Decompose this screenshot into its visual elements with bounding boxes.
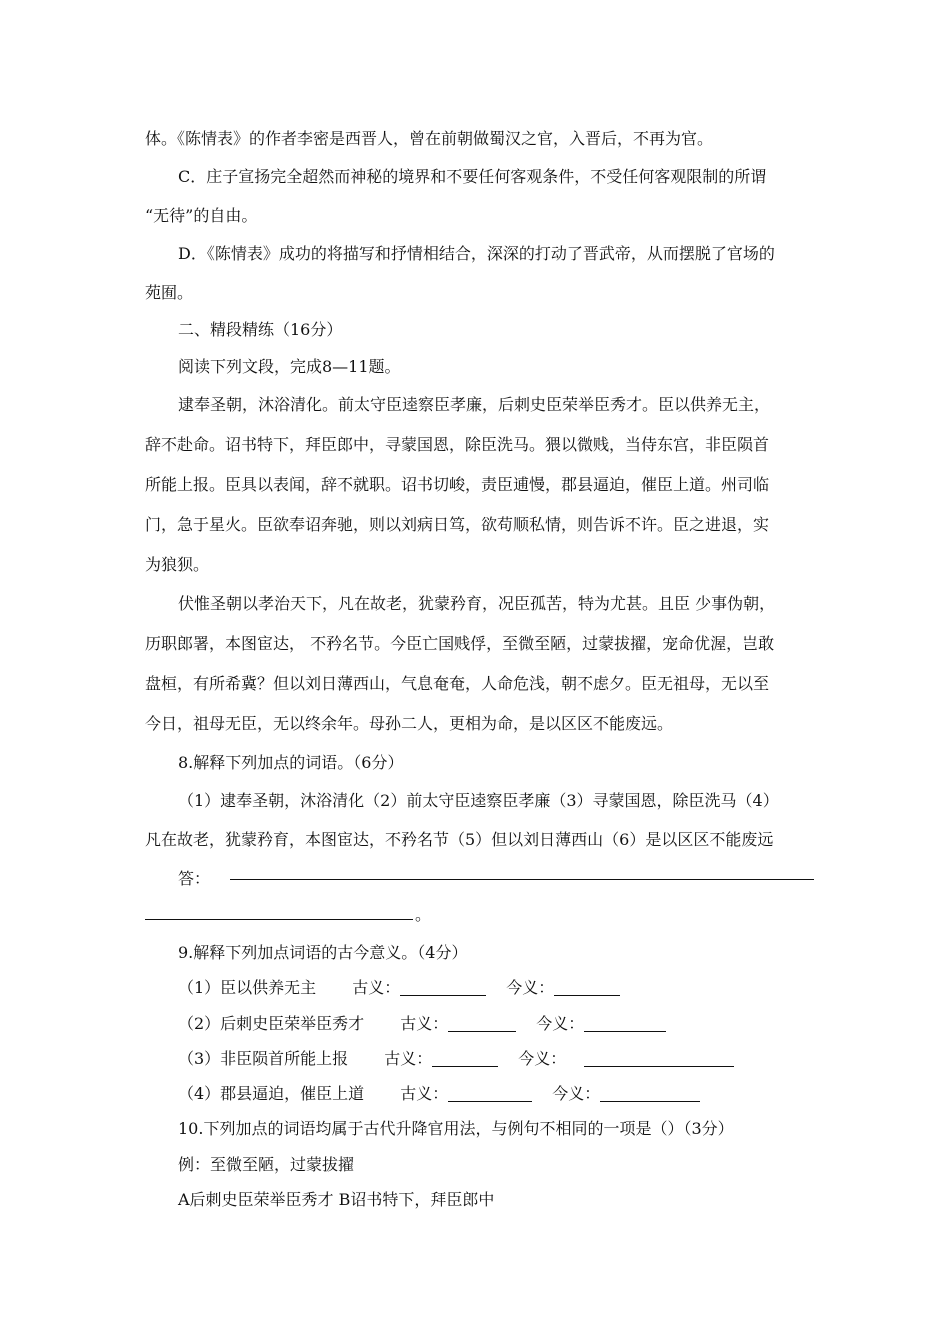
- answer-line[interactable]: [145, 919, 413, 920]
- option-d: D．《陈情表》成功的将描写和抒情相结合，深深的打动了晋武帝，从而摆脱了官场的: [178, 244, 775, 263]
- passage-line: 今日，祖母无臣，无以终余年。母孙二人，更相为命，是以区区不能废远。: [145, 714, 674, 733]
- question-8-items: 凡在故老，犹蒙矜育，本图宦达，不矜名节（5）但以刘日薄西山（6）是以区区不能废远: [145, 830, 774, 849]
- passage-line: 门，急于星火。臣欲奉诏奔驰，则以刘病日笃，欲苟顺私情，则告诉不许。臣之进退，实: [145, 515, 770, 534]
- passage-line: 辞不赴命。诏书特下，拜臣郎中，寻蒙国恩，除臣洗马。猥以微贱，当侍东宫，非臣陨首: [145, 435, 770, 454]
- jin-blank[interactable]: [600, 1085, 700, 1102]
- item-text: （1）臣以供养无主: [178, 978, 317, 997]
- question-10-example: 例：至微至陋，过蒙拔擢: [178, 1155, 355, 1174]
- passage-line: 逮奉圣朝，沐浴清化。前太守臣逵察臣孝廉，后刺史臣荣举臣秀才。臣以供养无主，: [178, 395, 771, 414]
- question-9-item: [178, 1014, 666, 1034]
- answer-line[interactable]: [230, 879, 814, 880]
- item-text: （3）非臣陨首所能上报: [178, 1049, 349, 1068]
- answer-period: 。: [415, 905, 432, 924]
- option-c: C．庄子宣扬完全超然而神秘的境界和不要任何客观条件，不受任何客观限制的所谓: [178, 167, 767, 186]
- question-10-title: 10.下列加点的词语均属于古代升降官用法，与例句不相同的一项是（）（3分）: [178, 1119, 734, 1138]
- passage-line: 盘桓，有所希冀？但以刘日薄西山，气息奄奄，人命危浅，朝不虑夕。臣无祖母，无以至: [145, 674, 770, 693]
- passage-line: 伏惟圣朝以孝治天下，凡在故老，犹蒙矜育，况臣孤苦，特为尤甚。且臣 少事伪朝，: [178, 594, 776, 613]
- jin-label: 今义：: [518, 1049, 567, 1068]
- text-line: 体。《陈情表》的作者李密是西晋人，曾在前朝做蜀汉之官，入晋后，不再为官。: [145, 129, 714, 148]
- jin-label: 今义：: [506, 978, 555, 997]
- gu-blank[interactable]: [448, 1015, 516, 1032]
- question-10-options: A后刺史臣荣举臣秀才 B诏书特下，拜臣郎中: [178, 1190, 495, 1209]
- question-9-title: 9.解释下列加点词语的古今意义。（4分）: [178, 943, 468, 962]
- jin-label: 今义：: [552, 1084, 601, 1103]
- jin-blank[interactable]: [554, 979, 620, 996]
- gu-label: 古义：: [352, 978, 401, 997]
- section-heading: 二、精段精练（16分）: [178, 320, 343, 339]
- passage-line: 历职郎署，本图宦达， 不矜名节。今臣亡国贱俘，至微至陋，过蒙拔擢，宠命优渥，岂敢: [145, 634, 775, 653]
- instruction: 阅读下列文段，完成8—11题。: [178, 357, 401, 376]
- jin-blank[interactable]: [584, 1050, 734, 1067]
- question-8-title: 8.解释下列加点的词语。（6分）: [178, 753, 404, 772]
- text-line: 苑囿。: [145, 283, 194, 302]
- gu-label: 古义：: [400, 1084, 449, 1103]
- gu-label: 古义：: [384, 1049, 433, 1068]
- jin-label: 今义：: [536, 1014, 585, 1033]
- jin-blank[interactable]: [584, 1015, 666, 1032]
- passage-line: 为狼狈。: [145, 555, 210, 574]
- gu-label: 古义：: [400, 1014, 449, 1033]
- gu-blank[interactable]: [400, 979, 486, 996]
- question-9-item: [178, 978, 620, 998]
- item-text: （2）后刺史臣荣举臣秀才: [178, 1014, 365, 1033]
- question-9-item: [178, 1084, 700, 1104]
- text-line: “无待”的自由。: [145, 206, 258, 225]
- answer-label: 答：: [178, 869, 211, 888]
- question-8-items: （1）逮奉圣朝，沐浴清化（2）前太守臣逵察臣孝廉（3）寻蒙国恩，除臣洗马（4）: [178, 791, 779, 810]
- item-text: （4）郡县逼迫，催臣上道: [178, 1084, 365, 1103]
- passage-line: 所能上报。臣具以表闻，辞不就职。诏书切峻，责臣逋慢，郡县逼迫，催臣上道。州司临: [145, 475, 770, 494]
- gu-blank[interactable]: [432, 1050, 498, 1067]
- gu-blank[interactable]: [448, 1085, 532, 1102]
- question-9-item: [178, 1049, 734, 1069]
